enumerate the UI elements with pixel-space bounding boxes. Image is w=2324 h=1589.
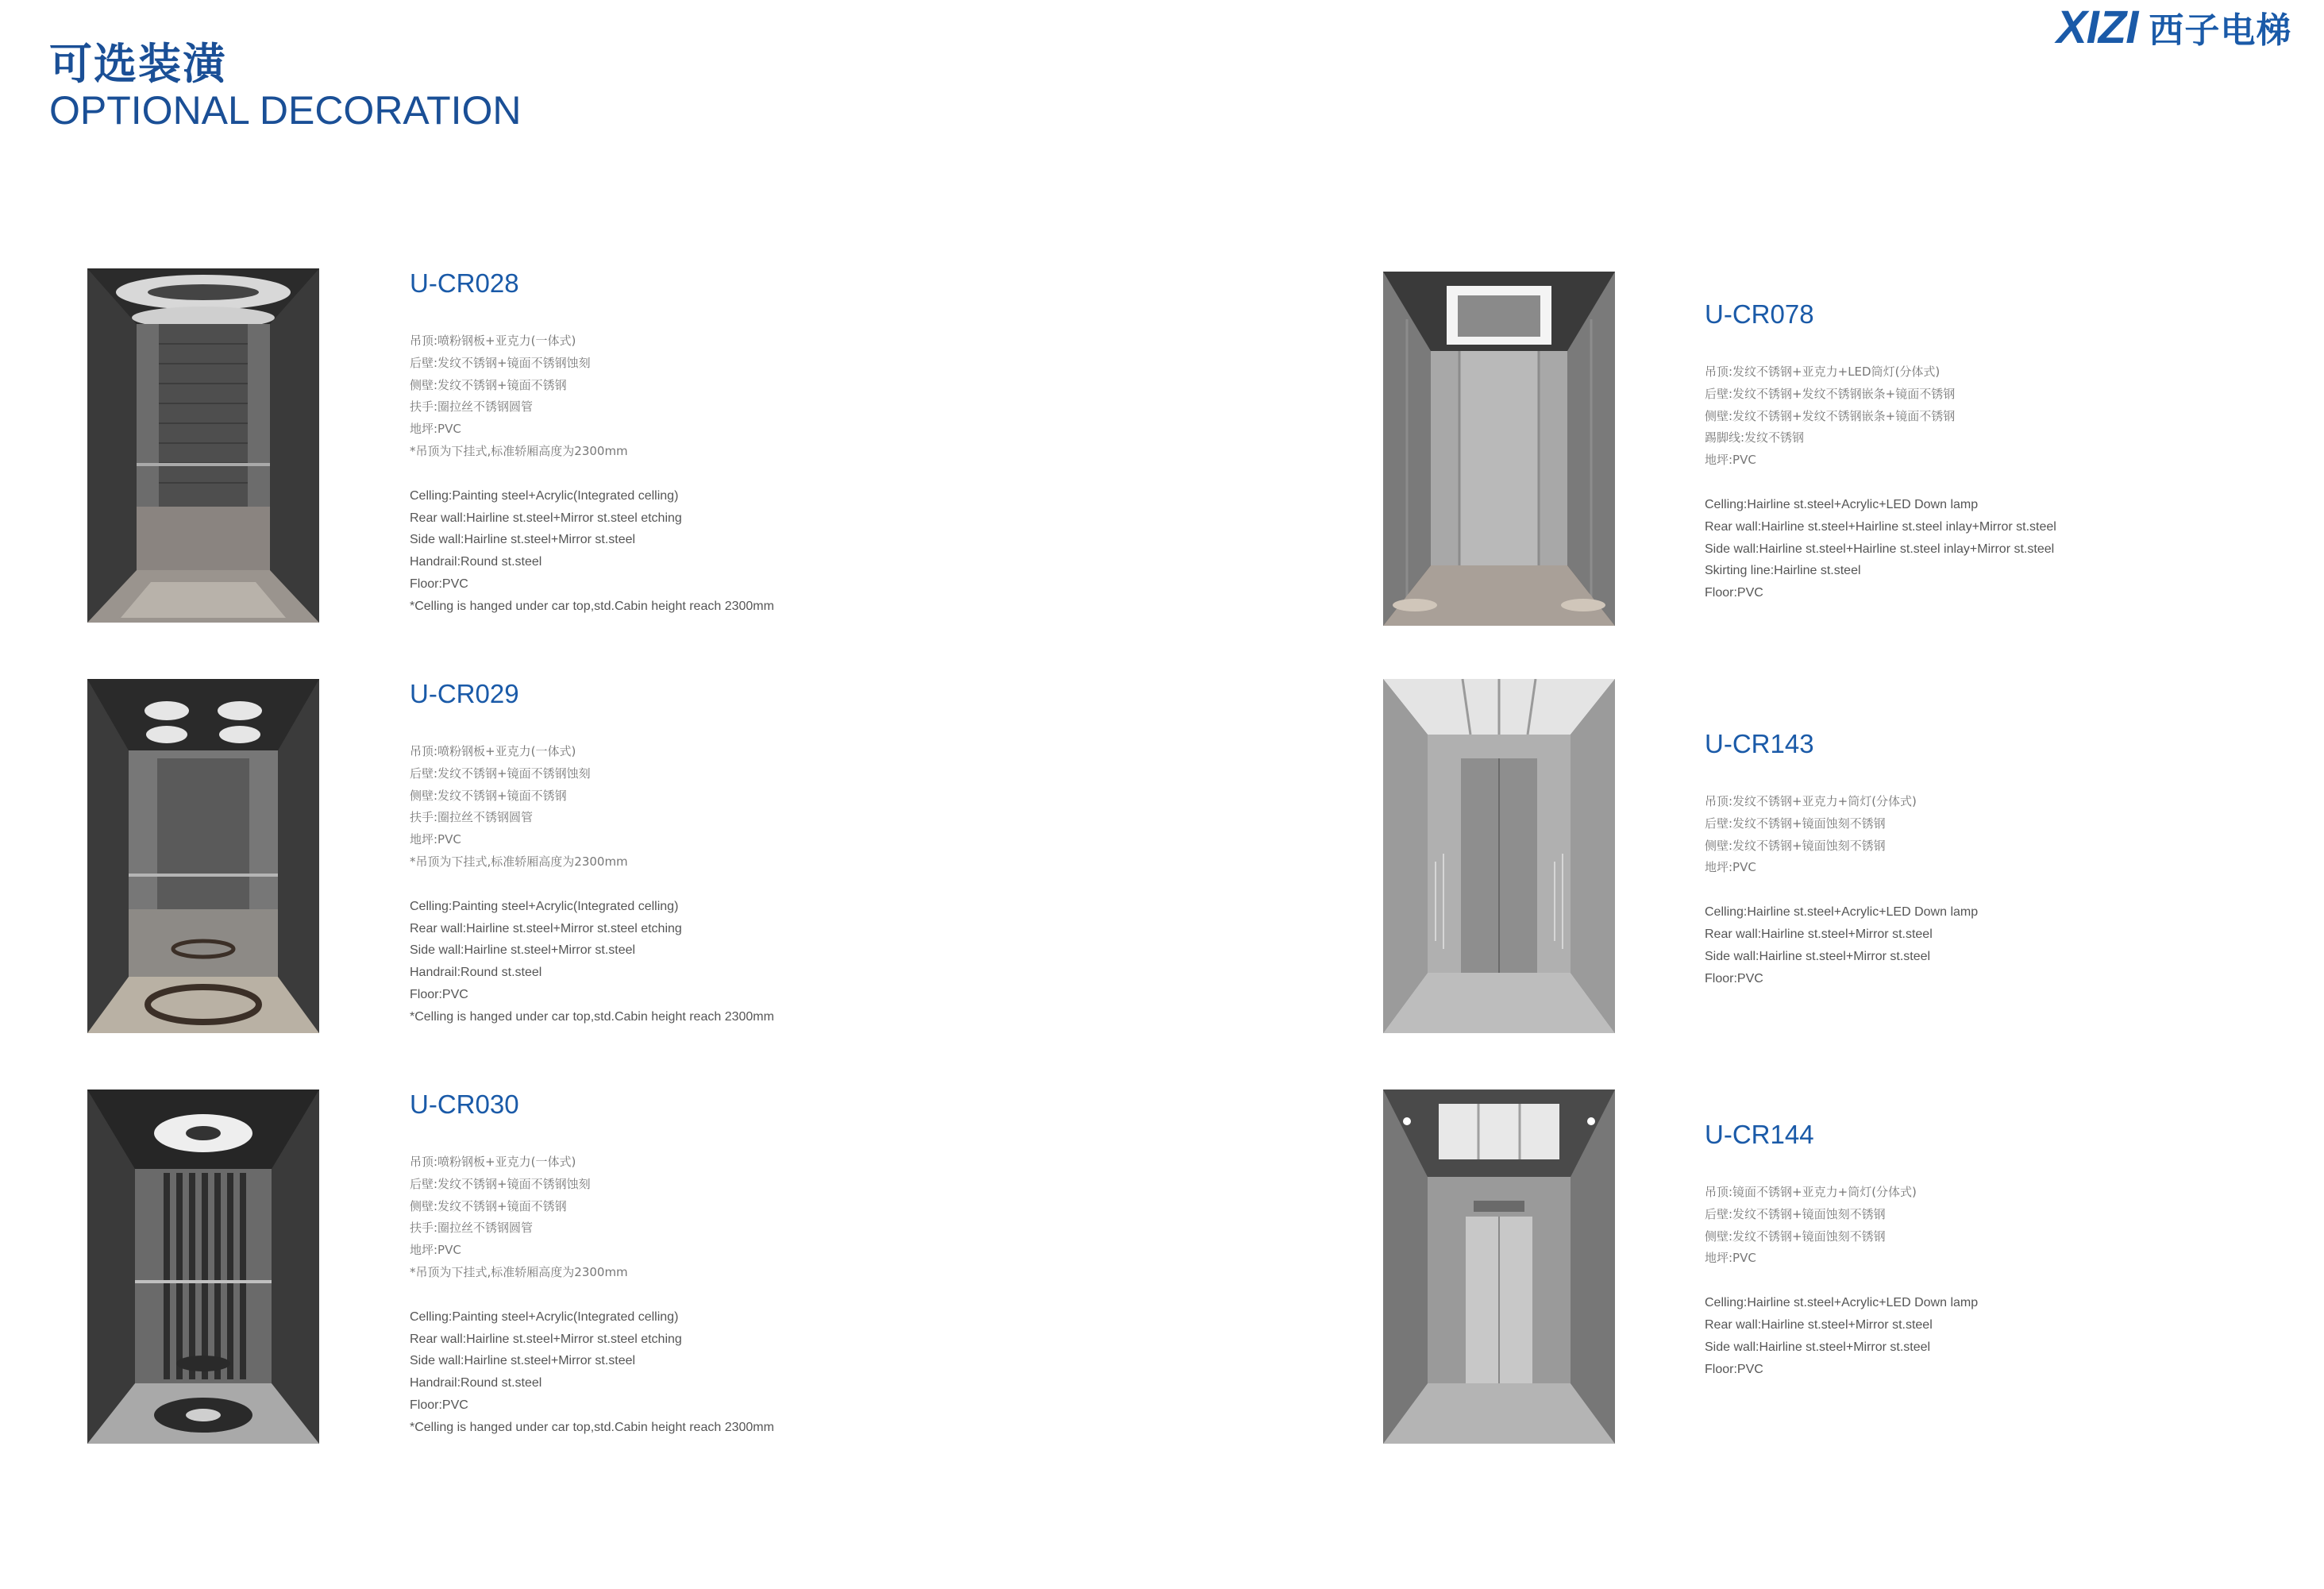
- elevator-cabin-photo-cr030: [87, 1090, 319, 1444]
- spec-en-line: Rear wall:Hairline st.steel+Mirror st.steel etching: [410, 1332, 682, 1346]
- spec-en-line: *Celling is hanged under car top,std.Cabin height reach 2300mm: [410, 599, 774, 613]
- spec-cn-line: 地坪:PVC: [410, 422, 461, 437]
- spec-en-line: Celling:Hairline st.steel+Acrylic+LED Down lamp: [1705, 1296, 1979, 1310]
- model-label-cr143: U-CR143: [1705, 729, 1814, 758]
- spec-cn-line: 地坪:PVC: [410, 1243, 461, 1258]
- spec-en-line: Floor:PVC: [1705, 1362, 1763, 1376]
- spec-en-line: Floor:PVC: [410, 1398, 468, 1412]
- spec-en-line: Celling:Hairline st.steel+Acrylic+LED Down lamp: [1705, 905, 1979, 920]
- elevator-cabin-photo-cr029: [87, 679, 319, 1033]
- spec-cn-line: 侧壁:发纹不锈钢+镜面蚀刻不锈钢: [1705, 1228, 1886, 1244]
- spec-cn-line: 侧壁:发纹不锈钢+镜面不锈钢: [410, 377, 567, 392]
- spec-cn-line: 后壁:发纹不锈钢+镜面不锈钢蚀刻: [410, 766, 591, 781]
- spec-en-line: Celling:Hairline st.steel+Acrylic+LED Down lamp: [1705, 497, 1979, 511]
- page-title-en: OPTIONAL DECORATION: [49, 88, 522, 133]
- spec-cn-line: 地坪:PVC: [1705, 1251, 1756, 1266]
- spec-description-cr030: [410, 1151, 774, 1439]
- spec-en-line: Handrail:Round st.steel: [410, 966, 542, 980]
- spec-en-line: Rear wall:Hairline st.steel+Mirror st.steel etching: [410, 921, 682, 935]
- spec-en-line: Side wall:Hairline st.steel+Mirror st.steel: [1705, 949, 1931, 963]
- spec-en-line: Side wall:Hairline st.steel+Hairline st.steel inlay+Mirror st.steel: [1705, 542, 2055, 556]
- spec-cn-line: 地坪:PVC: [1705, 860, 1756, 875]
- spec-en-line: Rear wall:Hairline st.steel+Hairline st.steel inlay+Mirror st.steel: [1705, 519, 2056, 534]
- spec-en-line: Side wall:Hairline st.steel+Mirror st.steel: [1705, 1340, 1931, 1354]
- model-label-cr078: U-CR078: [1705, 299, 1814, 329]
- spec-en-line: Handrail:Round st.steel: [410, 555, 542, 569]
- spec-en-line: Floor:PVC: [410, 987, 468, 1001]
- elevator-cabin-photo-cr078: [1383, 272, 1615, 626]
- spec-description-cr078: [1705, 361, 2056, 604]
- model-label-cr144: U-CR144: [1705, 1120, 1814, 1149]
- spec-en-line: Handrail:Round st.steel: [410, 1376, 542, 1390]
- spec-en-line: Side wall:Hairline st.steel+Mirror st.steel: [410, 943, 636, 958]
- spec-en-line: Celling:Painting steel+Acrylic(Integrated celling): [410, 899, 679, 913]
- spec-en-line: Celling:Painting steel+Acrylic(Integrated celling): [410, 488, 679, 503]
- spec-cn-line: 后壁:发纹不锈钢+镜面不锈钢蚀刻: [410, 355, 591, 370]
- spec-cn-line: *吊顶为下挂式,标准轿厢高度为2300mm: [410, 443, 628, 458]
- spec-en-line: Rear wall:Hairline st.steel+Mirror st.steel etching: [410, 511, 682, 525]
- spec-en-line: Rear wall:Hairline st.steel+Mirror st.steel: [1705, 1317, 1933, 1332]
- model-label-cr028: U-CR028: [410, 268, 519, 298]
- spec-cn-line: 吊顶:喷粉钢板+亚克力(一体式): [410, 744, 576, 758]
- spec-en-line: *Celling is hanged under car top,std.Cabin height reach 2300mm: [410, 1009, 774, 1024]
- spec-description-cr028: [410, 330, 774, 618]
- spec-cn-line: 后壁:发纹不锈钢+镜面蚀刻不锈钢: [1705, 1206, 1886, 1221]
- spec-cn-line: *吊顶为下挂式,标准轿厢高度为2300mm: [410, 1264, 628, 1279]
- spec-cn-line: 侧壁:发纹不锈钢+镜面蚀刻不锈钢: [1705, 838, 1886, 853]
- spec-cn-line: 吊顶:喷粉钢板+亚克力(一体式): [410, 1155, 576, 1169]
- spec-description-cr143: [1705, 791, 1978, 989]
- spec-cn-line: 侧壁:发纹不锈钢+发纹不锈钢嵌条+镜面不锈钢: [1705, 408, 1956, 423]
- spec-en-line: Floor:PVC: [1705, 586, 1763, 600]
- logo-text-cn: 西子电梯: [2149, 10, 2292, 51]
- spec-cn-line: 踢脚线:发纹不锈钢: [1705, 430, 1805, 445]
- spec-cn-line: 后壁:发纹不锈钢+镜面蚀刻不锈钢: [1705, 816, 1886, 831]
- spec-en-line: Celling:Painting steel+Acrylic(Integrated celling): [410, 1309, 679, 1324]
- model-label-cr029: U-CR029: [410, 679, 519, 708]
- spec-cn-line: 吊顶:镜面不锈钢+亚克力+筒灯(分体式): [1705, 1185, 1917, 1199]
- spec-cn-line: 侧壁:发纹不锈钢+镜面不锈钢: [410, 1198, 567, 1213]
- spec-cn-line: 地坪:PVC: [1705, 453, 1756, 468]
- spec-en-line: Floor:PVC: [410, 577, 468, 591]
- spec-cn-line: 吊顶:发纹不锈钢+亚克力+LED筒灯(分体式): [1705, 364, 1941, 379]
- elevator-cabin-photo-cr143: [1383, 679, 1615, 1033]
- page-title-cn: 可选装潢: [49, 39, 227, 89]
- spec-en-line: Rear wall:Hairline st.steel+Mirror st.steel: [1705, 927, 1933, 941]
- spec-cn-line: 吊顶:发纹不锈钢+亚克力+筒灯(分体式): [1705, 794, 1917, 808]
- spec-cn-line: 吊顶:喷粉钢板+亚克力(一体式): [410, 334, 576, 348]
- elevator-cabin-photo-cr144: [1383, 1090, 1615, 1444]
- spec-cn-line: 后壁:发纹不锈钢+发纹不锈钢嵌条+镜面不锈钢: [1705, 386, 1956, 401]
- spec-cn-line: 后壁:发纹不锈钢+镜面不锈钢蚀刻: [410, 1176, 591, 1191]
- spec-cn-line: 扶手:圈拉丝不锈钢圆管: [410, 810, 534, 825]
- logo-mark: XIZI: [2056, 1, 2138, 53]
- spec-en-line: Floor:PVC: [1705, 971, 1763, 985]
- spec-cn-line: 地坪:PVC: [410, 832, 461, 847]
- spec-cn-line: *吊顶为下挂式,标准轿厢高度为2300mm: [410, 854, 628, 869]
- elevator-cabin-photo-cr028: [87, 268, 319, 623]
- spec-cn-line: 扶手:圈拉丝不锈钢圆管: [410, 1221, 534, 1236]
- spec-en-line: Side wall:Hairline st.steel+Mirror st.steel: [410, 1354, 636, 1368]
- spec-en-line: Side wall:Hairline st.steel+Mirror st.steel: [410, 533, 636, 547]
- spec-en-line: Skirting line:Hairline st.steel: [1705, 564, 1861, 578]
- spec-en-line: *Celling is hanged under car top,std.Cabin height reach 2300mm: [410, 1420, 774, 1434]
- spec-description-cr144: [1705, 1182, 1978, 1380]
- spec-cn-line: 侧壁:发纹不锈钢+镜面不锈钢: [410, 788, 567, 803]
- spec-cn-line: 扶手:圈拉丝不锈钢圆管: [410, 399, 534, 415]
- model-label-cr030: U-CR030: [410, 1090, 519, 1119]
- spec-description-cr029: [410, 741, 774, 1028]
- brand-logo: [2056, 3, 2291, 51]
